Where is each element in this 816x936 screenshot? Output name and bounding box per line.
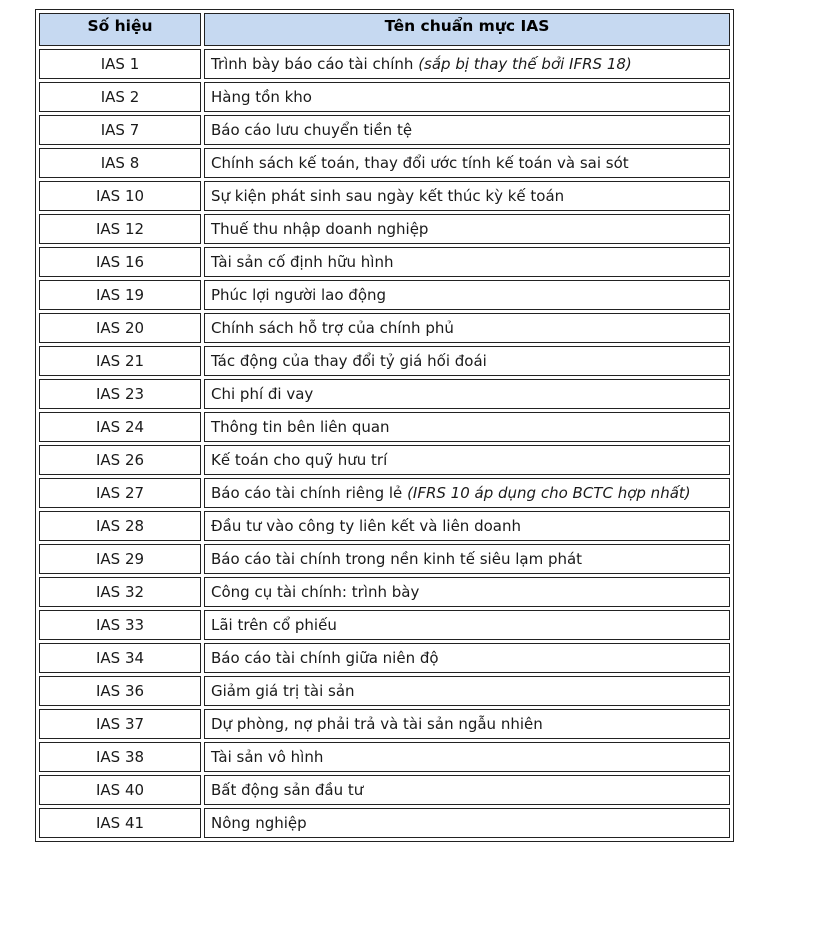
table-row <box>39 148 730 178</box>
standard-code: IAS 7 <box>39 115 201 145</box>
standard-name: Chính sách kế toán, thay đổi ước tính kế toán và sai sót <box>211 154 629 172</box>
standard-code: IAS 20 <box>39 313 201 343</box>
table-row <box>39 544 730 574</box>
standard-name: Tài sản cố định hữu hình <box>211 253 394 271</box>
table-row <box>39 676 730 706</box>
standard-code: IAS 10 <box>39 181 201 211</box>
standard-name-cell <box>204 775 730 805</box>
standard-code: IAS 24 <box>39 412 201 442</box>
standard-name-cell <box>204 478 730 508</box>
standard-name: Kế toán cho quỹ hưu trí <box>211 451 388 469</box>
standard-name: Tài sản vô hình <box>211 748 324 766</box>
standard-name-cell <box>204 247 730 277</box>
table-row <box>39 412 730 442</box>
standard-code: IAS 16 <box>39 247 201 277</box>
table-row <box>39 643 730 673</box>
standard-name-cell <box>204 544 730 574</box>
standard-name-cell <box>204 313 730 343</box>
standard-name: Thuế thu nhập doanh nghiệp <box>211 220 429 238</box>
table-row <box>39 313 730 343</box>
table-row <box>39 511 730 541</box>
standard-name-cell <box>204 511 730 541</box>
standard-name-cell <box>204 676 730 706</box>
ias-standards-table <box>35 9 734 842</box>
standard-name: Công cụ tài chính: trình bày <box>211 583 420 601</box>
table-row <box>39 280 730 310</box>
standard-code: IAS 40 <box>39 775 201 805</box>
standard-name-cell <box>204 379 730 409</box>
standard-name: Báo cáo tài chính riêng lẻ <box>211 484 403 502</box>
standard-name-cell <box>204 148 730 178</box>
standard-code: IAS 29 <box>39 544 201 574</box>
table-row <box>39 115 730 145</box>
standard-name: Dự phòng, nợ phải trả và tài sản ngẫu nhiên <box>211 715 543 733</box>
table-row <box>39 49 730 79</box>
standard-code: IAS 26 <box>39 445 201 475</box>
standard-name-cell <box>204 115 730 145</box>
table-row <box>39 82 730 112</box>
table-row <box>39 775 730 805</box>
standard-name-cell <box>204 49 730 79</box>
standard-note: (IFRS 10 áp dụng cho BCTC hợp nhất) <box>407 484 691 502</box>
standard-code: IAS 21 <box>39 346 201 376</box>
standard-name: Tác động của thay đổi tỷ giá hối đoái <box>211 352 487 370</box>
standard-code: IAS 23 <box>39 379 201 409</box>
table-row <box>39 247 730 277</box>
table-row <box>39 214 730 244</box>
standard-name: Bất động sản đầu tư <box>211 781 364 799</box>
standard-name: Báo cáo lưu chuyển tiền tệ <box>211 121 413 139</box>
standard-name: Báo cáo tài chính trong nền kinh tế siêu lạm phát <box>211 550 583 568</box>
table-row <box>39 742 730 772</box>
standard-code: IAS 33 <box>39 610 201 640</box>
standard-code: IAS 36 <box>39 676 201 706</box>
standard-name: Giảm giá trị tài sản <box>211 682 355 700</box>
standard-code: IAS 34 <box>39 643 201 673</box>
table-row <box>39 379 730 409</box>
standard-name-cell <box>204 214 730 244</box>
standard-name: Chi phí đi vay <box>211 385 314 403</box>
header-code: Số hiệu <box>39 13 201 46</box>
standard-code: IAS 37 <box>39 709 201 739</box>
standard-name: Chính sách hỗ trợ của chính phủ <box>211 319 454 337</box>
standard-code: IAS 2 <box>39 82 201 112</box>
standard-name: Báo cáo tài chính giữa niên độ <box>211 649 439 667</box>
standard-name: Sự kiện phát sinh sau ngày kết thúc kỳ kế toán <box>211 187 565 205</box>
standard-name: Nông nghiệp <box>211 814 307 832</box>
standard-name: Phúc lợi người lao động <box>211 286 387 304</box>
table-body <box>39 49 730 838</box>
standard-name: Thông tin bên liên quan <box>211 418 390 436</box>
standard-name-cell <box>204 577 730 607</box>
standard-name: Trình bày báo cáo tài chính <box>211 55 414 73</box>
standard-code: IAS 28 <box>39 511 201 541</box>
table-row <box>39 478 730 508</box>
standard-name: Lãi trên cổ phiếu <box>211 616 337 634</box>
header-name: Tên chuẩn mực IAS <box>204 13 730 46</box>
standard-code: IAS 32 <box>39 577 201 607</box>
standard-name-cell <box>204 280 730 310</box>
standard-name-cell <box>204 181 730 211</box>
standard-name-cell <box>204 643 730 673</box>
standard-name: Hàng tồn kho <box>211 88 312 106</box>
standard-name-cell <box>204 808 730 838</box>
standard-name-cell <box>204 709 730 739</box>
table-row <box>39 610 730 640</box>
standard-code: IAS 19 <box>39 280 201 310</box>
standard-name-cell <box>204 445 730 475</box>
table-row <box>39 181 730 211</box>
standard-name-cell <box>204 610 730 640</box>
standard-note: (sắp bị thay thế bởi IFRS 18) <box>418 55 632 73</box>
table-row <box>39 709 730 739</box>
standard-name: Đầu tư vào công ty liên kết và liên doanh <box>211 517 521 535</box>
standard-name-cell <box>204 412 730 442</box>
table-row <box>39 808 730 838</box>
standard-code: IAS 12 <box>39 214 201 244</box>
standard-code: IAS 8 <box>39 148 201 178</box>
standard-name-cell <box>204 742 730 772</box>
standard-code: IAS 38 <box>39 742 201 772</box>
standard-code: IAS 27 <box>39 478 201 508</box>
table-row <box>39 445 730 475</box>
standard-code: IAS 41 <box>39 808 201 838</box>
table-header-row <box>39 13 730 46</box>
standard-name-cell <box>204 82 730 112</box>
standard-code: IAS 1 <box>39 49 201 79</box>
table-row <box>39 577 730 607</box>
table-row <box>39 346 730 376</box>
standard-name-cell <box>204 346 730 376</box>
